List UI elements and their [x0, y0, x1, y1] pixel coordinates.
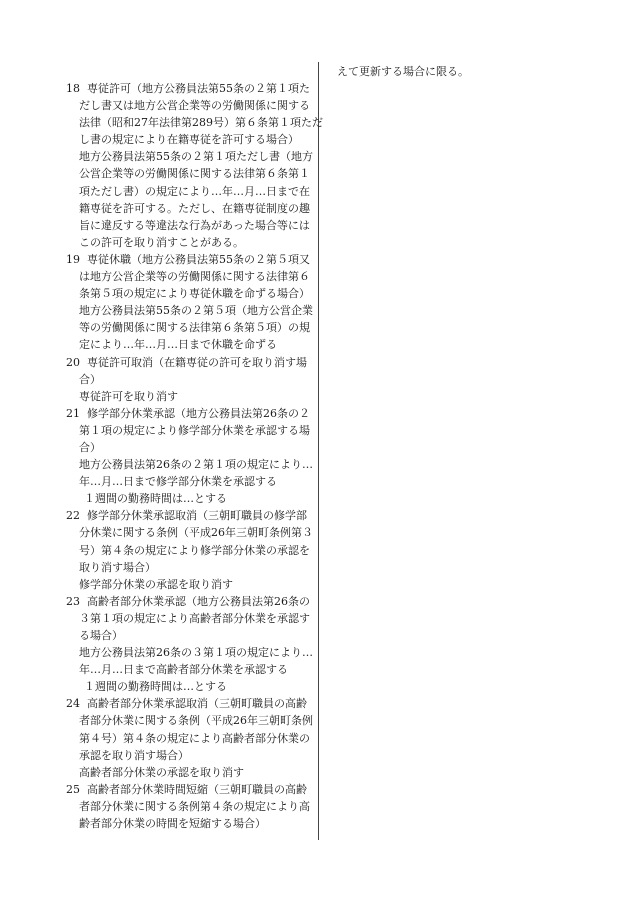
- entry-body-line: 年…月…日まで高齢者部分休業を承認する: [79, 663, 288, 677]
- entry-22: [66, 507, 312, 592]
- entry-title-first-line: [66, 781, 312, 798]
- entry-title-text: 高齢者部分休業承認取消（三朝町職員の高齢: [87, 697, 307, 711]
- entry-title-line: 号）第４条の規定により修学部分休業の承認を: [79, 543, 310, 557]
- entry-body-line: 等の労働関係に関する法律第６条第５項）の規: [79, 321, 310, 335]
- entry-body-line: この許可を取り消すことがある。: [79, 235, 244, 249]
- entry-title-line: 法律（昭和27年法律第289号）第６条第１項ただ: [79, 116, 323, 130]
- entry-title-line: 第１項の規定により修学部分休業を承認する場: [79, 423, 310, 437]
- entry-title-text: 高齢者部分休業承認（地方公務員法第26条の: [87, 594, 310, 608]
- entry-title-line: る場合）: [79, 629, 123, 642]
- entry-number: 23: [66, 594, 80, 608]
- entry-number: 24: [66, 697, 80, 711]
- entry-body-line: 公営企業等の労働関係に関する法律第６条第１: [79, 167, 310, 181]
- entry-25: [66, 781, 312, 832]
- entry-title-line: 分休業に関する条例（平成26年三朝町条例第３: [79, 526, 313, 540]
- right-column: [337, 63, 587, 80]
- entry-number: 18: [66, 82, 80, 95]
- entry-title-text: 専従許可取消（在籍専従の許可を取り消す場: [87, 355, 307, 369]
- entry-title-text: 修学部分休業承認取消（三朝町職員の修学部: [87, 509, 307, 523]
- entry-title-line: 者部分休業に関する条例第４条の規定により高: [79, 799, 310, 813]
- entry-body-line: 地方公務員法第26条の３第１項の規定により…: [79, 646, 313, 660]
- entry-21: [66, 405, 312, 508]
- left-column: [66, 80, 323, 832]
- entry-18: [66, 80, 323, 251]
- entry-title-line: 合）: [79, 440, 101, 454]
- entry-sub-line: １週間の勤務時間は…とする: [84, 680, 227, 694]
- entry-title-line: ３第１項の規定により高齢者部分休業を承認す: [79, 611, 310, 625]
- entry-title-line: だし書又は地方公営企業等の労働関係に関する: [79, 99, 310, 113]
- entry-number: 21: [66, 406, 80, 420]
- entry-sub-line: １週間の勤務時間は…とする: [84, 492, 227, 506]
- entry-number: 19: [66, 252, 80, 266]
- entry-body-line: 高齢者部分休業の承認を取り消す: [79, 765, 244, 779]
- entry-title-line: は地方公営企業等の労働関係に関する法律第６: [79, 270, 310, 284]
- entry-title-text: 専従許可（地方公務員法第55条の２第１項た: [87, 82, 310, 95]
- entry-title-line: 齢者部分休業の時間を短縮する場合）: [79, 817, 266, 831]
- entry-title-first-line: [66, 593, 312, 610]
- entry-title-text: 専従休職（地方公務員法第55条の２第５項又: [87, 252, 310, 266]
- entry-body-line: 項ただし書）の規定により…年…月…日まで在: [79, 184, 310, 198]
- entry-title-first-line: [66, 405, 312, 422]
- column-divider: [318, 62, 319, 840]
- entry-title-first-line: [66, 507, 312, 524]
- entry-number: 20: [66, 355, 80, 369]
- entry-title-first-line: [66, 354, 312, 371]
- entry-body-line: 修学部分休業の承認を取り消す: [79, 577, 233, 591]
- entry-title-line: 者部分休業に関する条例（平成26年三朝町条例: [79, 714, 313, 728]
- entry-title-text: 修学部分休業承認（地方公務員法第26条の２: [87, 406, 310, 420]
- entry-title-line: 取り消す場合）: [79, 560, 156, 574]
- entry-title-line: し書の規定により在籍専従を許可する場合）: [79, 133, 299, 147]
- entry-body-line: 定により…年…月…日まで休職を命ずる: [79, 338, 277, 352]
- continuation-text: えて更新する場合に限る。: [337, 65, 469, 78]
- entry-title-line: 条第５項の規定により専従休職を命ずる場合）: [79, 287, 310, 301]
- entry-title-first-line: [66, 695, 312, 712]
- entry-title-first-line: [66, 251, 312, 268]
- entry-title-first-line: [66, 80, 312, 97]
- entry-number: 22: [66, 509, 80, 523]
- entry-body-line: 地方公務員法第26条の２第１項の規定により…: [79, 458, 313, 472]
- entry-24: [66, 695, 312, 780]
- entry-body-line: 地方公務員法第55条の２第５項（地方公営企業: [79, 304, 313, 318]
- entry-title-line: 承認を取り消す場合）: [79, 748, 189, 762]
- entry-body-line: 籍専従を許可する。ただし、在籍専従制度の趣: [79, 201, 310, 215]
- entry-body-line: 旨に違反する等違法な行為があった場合等には: [79, 218, 310, 232]
- entry-number: 25: [66, 782, 80, 796]
- entry-19: [66, 251, 312, 354]
- entry-20: [66, 354, 312, 405]
- entry-body-line: 専従許可を取り消す: [79, 389, 178, 403]
- entry-title-text: 高齢者部分休業時間短縮（三朝町職員の高齢: [87, 782, 307, 796]
- entry-title-line: 合）: [79, 372, 101, 386]
- entry-body-line: 地方公務員法第55条の２第１項ただし書（地方: [79, 150, 313, 164]
- entry-body-line: 年…月…日まで修学部分休業を承認する: [79, 475, 277, 489]
- entry-23: [66, 593, 312, 696]
- entry-title-line: 第４号）第４条の規定により高齢者部分休業の: [79, 731, 310, 745]
